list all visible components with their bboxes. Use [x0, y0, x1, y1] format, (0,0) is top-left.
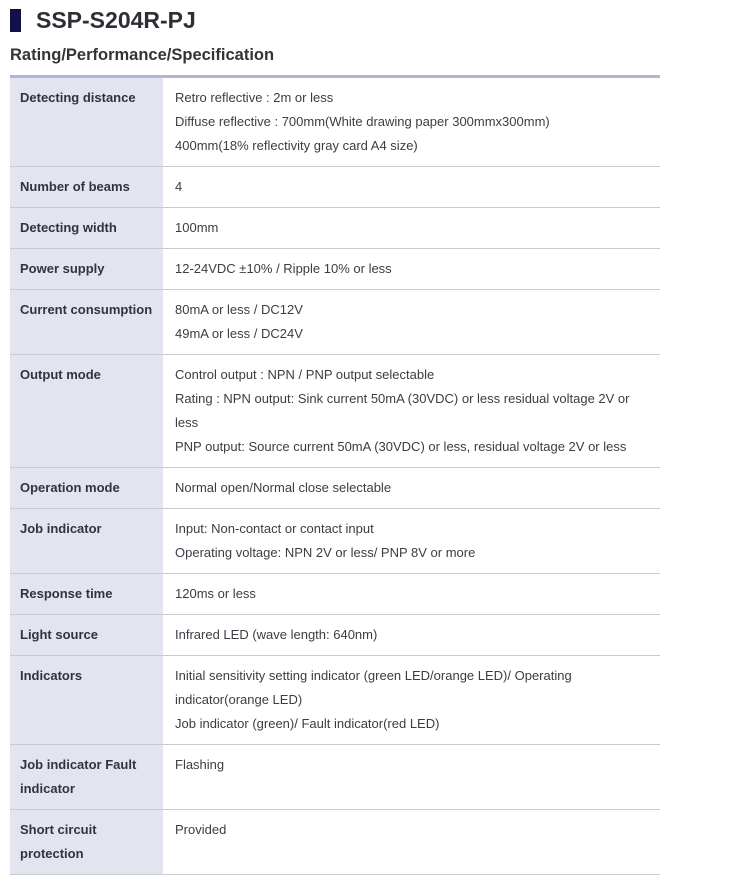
spec-value-line: Rating : NPN output: Sink current 50mA (30VDC) or less residual voltage 2V or less [175, 391, 630, 430]
spec-label: Indicators [10, 656, 163, 744]
spec-value-line: Normal open/Normal close selectable [175, 480, 392, 495]
spec-value-line: Diffuse reflective : 700mm(White drawing paper 300mmx300mm) [175, 114, 550, 129]
spec-value [163, 355, 660, 467]
table-row [10, 355, 660, 468]
table-row [10, 208, 660, 249]
table-row [10, 656, 660, 745]
spec-value-line: Retro reflective : 2m or less [175, 90, 334, 105]
spec-label: Operation mode [10, 468, 163, 508]
spec-value-line: 12-24VDC ±10% / Ripple 10% or less [175, 261, 392, 276]
spec-table [10, 75, 660, 875]
spec-value-line: 4 [175, 179, 183, 194]
spec-value-line: 49mA or less / DC24V [175, 326, 303, 341]
spec-value-line: 100mm [175, 220, 219, 235]
table-row [10, 167, 660, 208]
table-row [10, 468, 660, 509]
spec-value-line: 120ms or less [175, 586, 256, 601]
spec-value-line: Input: Non-contact or contact input [175, 521, 374, 536]
spec-label: Job indicator [10, 509, 163, 573]
spec-value-line: Flashing [175, 757, 225, 772]
spec-value [163, 509, 660, 573]
spec-label: Response time [10, 574, 163, 614]
table-row [10, 615, 660, 656]
spec-value [163, 810, 660, 874]
spec-value-line: Provided [175, 822, 227, 837]
spec-value [163, 615, 660, 655]
spec-value [163, 468, 660, 508]
spec-value-line: 80mA or less / DC12V [175, 302, 303, 317]
spec-label: Power supply [10, 249, 163, 289]
spec-label: Detecting width [10, 208, 163, 248]
spec-value [163, 574, 660, 614]
spec-value-line: Infrared LED (wave length: 640nm) [175, 627, 378, 642]
spec-value [163, 290, 660, 354]
spec-label: Light source [10, 615, 163, 655]
spec-label: Detecting distance [10, 78, 163, 166]
spec-value [163, 208, 660, 248]
table-row [10, 78, 660, 167]
table-row [10, 249, 660, 290]
spec-label: Number of beams [10, 167, 163, 207]
spec-value [163, 745, 660, 809]
spec-label: Output mode [10, 355, 163, 467]
spec-label: Job indicator Fault indicator [10, 745, 163, 809]
table-row [10, 745, 660, 810]
spec-value [163, 249, 660, 289]
spec-value [163, 656, 660, 744]
table-row [10, 290, 660, 355]
page-title: SSP-S204R-PJ [36, 6, 196, 33]
page-title-row [10, 8, 743, 32]
spec-value-line: Control output : NPN / PNP output selectable [175, 367, 435, 382]
spec-value-line: Operating voltage: NPN 2V or less/ PNP 8V or more [175, 545, 476, 560]
spec-value-line: Initial sensitivity setting indicator (green LED/orange LED)/ Operating indicator(orange LED) [175, 668, 572, 707]
table-row [10, 509, 660, 574]
table-row [10, 574, 660, 615]
spec-value [163, 78, 660, 166]
spec-label: Current consumption [10, 290, 163, 354]
table-row [10, 810, 660, 875]
spec-value [163, 167, 660, 207]
title-accent-bar [10, 9, 21, 32]
spec-value-line: 400mm(18% reflectivity gray card A4 size) [175, 138, 418, 153]
spec-value-line: Job indicator (green)/ Fault indicator(red LED) [175, 716, 440, 731]
spec-label: Short circuit protection [10, 810, 163, 874]
spec-value-line: PNP output: Source current 50mA (30VDC) or less, residual voltage 2V or less [175, 439, 627, 454]
section-heading: Rating/Performance/Specification [10, 46, 275, 64]
